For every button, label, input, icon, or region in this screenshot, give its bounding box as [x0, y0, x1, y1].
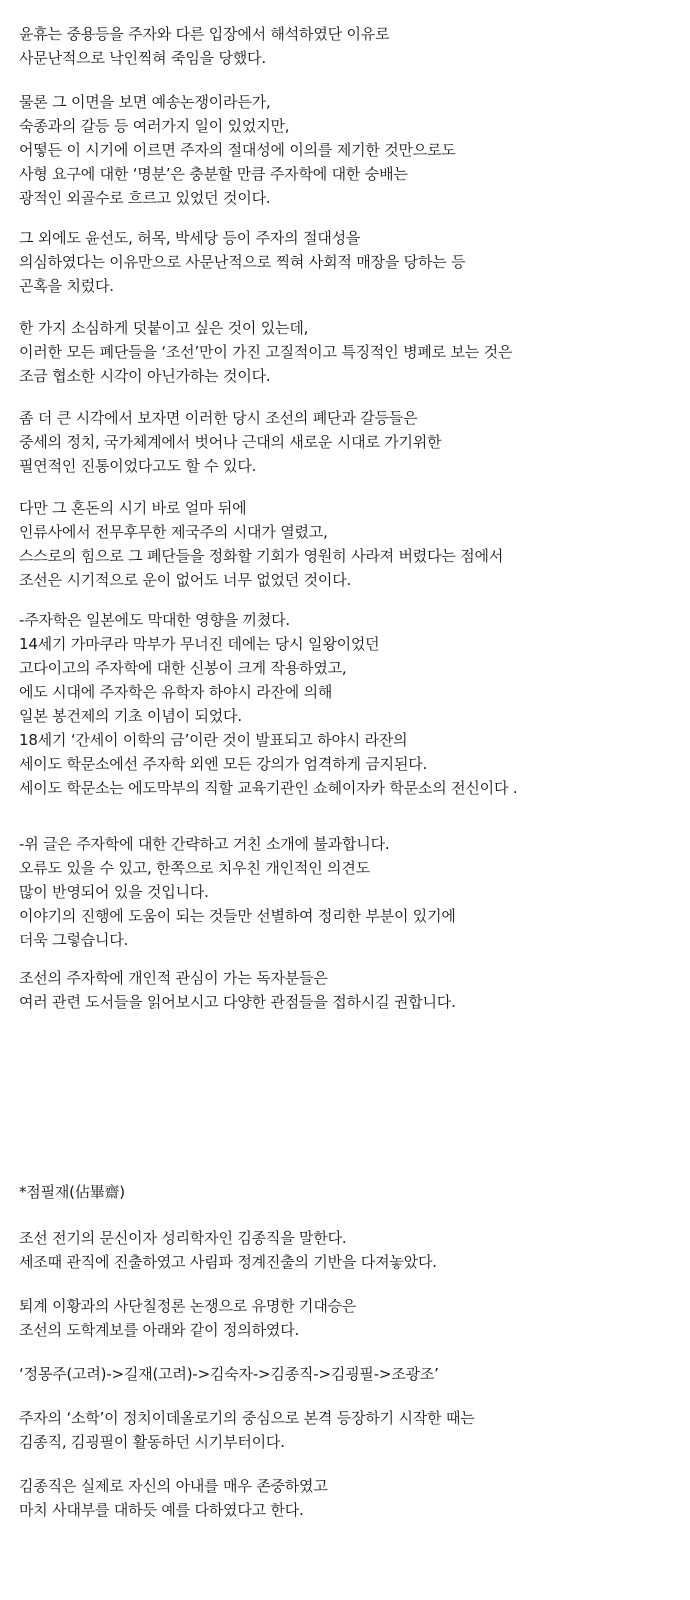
- paragraph-imperialism: [19, 496, 503, 592]
- text-line: 김종직은 실제로 자신의 아내를 매우 존중하였고: [19, 1477, 328, 1495]
- text-line: 인류사에서 전무후무한 제국주의 시대가 열렸고,: [19, 523, 328, 541]
- text-line: 이야기의 진행에 도움이 되는 것들만 선별하여 정리한 부분이 있기에: [19, 907, 456, 925]
- text-line: 세이도 학문소에선 주자학 외엔 모든 강의가 엄격하게 금지된다.: [19, 755, 428, 773]
- text-line: 사형 요구에 대한 ‘명분’은 충분할 만큼 주자학에 대한 숭배는: [19, 165, 408, 183]
- text-line: 조선은 시기적으로 운이 없어도 너무 없었던 것이다.: [19, 571, 352, 589]
- text-line: 김종직, 김굉필이 활동하던 시기부터이다.: [19, 1433, 285, 1451]
- text-line: 더욱 그렇습니다.: [19, 931, 129, 949]
- text-line: 한 가지 소심하게 덧붙이고 싶은 것이 있는데,: [19, 319, 309, 337]
- text-line: 다만 그 혼돈의 시기 바로 얼마 뒤에: [19, 499, 247, 517]
- text-line: 마치 사대부를 대하듯 예를 다하였다고 한다.: [19, 1501, 304, 1519]
- text-line: 조선 전기의 문신이자 성리학자인 김종직을 말한다.: [19, 1229, 347, 1247]
- paragraph-others: [19, 226, 465, 298]
- text-line: 세이도 학문소는 에도막부의 직할 교육기관인 쇼헤이자카 학문소의 전신이다 .: [19, 779, 518, 797]
- footnote-heading: [19, 1180, 125, 1204]
- paragraph-note: [19, 316, 512, 388]
- footnote-paragraph-definition: [19, 1226, 437, 1274]
- text-line: 고다이고의 주자학에 대한 신봉이 크게 작용하였고,: [19, 659, 347, 677]
- text-line: 퇴계 이황과의 사단칠정론 논쟁으로 유명한 기대승은: [19, 1297, 357, 1315]
- text-line: 조선의 주자학에 개인적 관심이 가는 독자분들은: [19, 969, 328, 987]
- text-line: 일본 봉건제의 기초 이념이 되었다.: [19, 707, 242, 725]
- text-line: 필연적인 진통이었다고도 할 수 있다.: [19, 457, 257, 475]
- text-line: 숙종과의 갈등 등 여러가지 일이 있었지만,: [19, 117, 290, 135]
- text-line: 사문난적으로 낙인찍혀 죽임을 당했다.: [19, 49, 266, 67]
- text-line: 주자의 ‘소학’이 정치이데올로기의 중심으로 본격 등장하기 시작한 때는: [19, 1409, 475, 1427]
- text-line: -주자학은 일본에도 막대한 영향을 끼쳤다.: [19, 611, 290, 629]
- paragraph-recommendation: [19, 966, 456, 1014]
- text-line: 곤혹을 치렀다.: [19, 277, 114, 295]
- paragraph-background: [19, 90, 456, 210]
- footnote-title: *점필재(佔畢齋): [19, 1183, 125, 1201]
- text-line: 에도 시대에 주자학은 유학자 하야시 라잔에 의해: [19, 683, 333, 701]
- footnote-paragraph-wife: [19, 1474, 328, 1522]
- text-line: 좀 더 큰 시각에서 보자면 이러한 당시 조선의 폐단과 갈등들은: [19, 409, 418, 427]
- text-line: 스스로의 힘으로 그 폐단들을 정화할 기회가 영원히 사라져 버렸다는 점에서: [19, 547, 504, 565]
- text-line: ‘정몽주(고려)->길재(고려)->김숙자->김종직->김굉필->조광조’: [19, 1365, 439, 1383]
- text-line: 조선의 도학계보를 아래와 같이 정의하였다.: [19, 1321, 300, 1339]
- paragraph-broader-view: [19, 406, 441, 478]
- text-line: 조금 협소한 시각이 아닌가하는 것이다.: [19, 367, 271, 385]
- text-line: 물론 그 이면을 보면 예송논쟁이라든가,: [19, 93, 271, 111]
- footnote-paragraph-lineage-intro: [19, 1294, 356, 1342]
- paragraph-japan: [19, 608, 517, 800]
- text-line: 중세의 정치, 국가체계에서 벗어나 근대의 새로운 시대로 가기위한: [19, 433, 442, 451]
- paragraph-yunhyu: [19, 22, 389, 70]
- text-line: 많이 반영되어 있을 것입니다.: [19, 883, 209, 901]
- footnote-paragraph-sohak: [19, 1406, 475, 1454]
- text-line: 14세기 가마쿠라 막부가 무너진 데에는 당시 일왕이었던: [19, 635, 380, 653]
- text-line: -위 글은 주자학에 대한 간략하고 거친 소개에 불과합니다.: [19, 835, 390, 853]
- text-line: 윤휴는 중용등을 주자와 다른 입장에서 해석하였단 이유로: [19, 25, 390, 43]
- text-line: 의심하였다는 이유만으로 사문난적으로 찍혀 사회적 매장을 당하는 등: [19, 253, 466, 271]
- text-line: 오류도 있을 수 있고, 한쪽으로 치우친 개인적인 의견도: [19, 859, 370, 877]
- text-line: 여러 관련 도서들을 읽어보시고 다양한 관점들을 접하시길 권합니다.: [19, 993, 456, 1011]
- paragraph-disclaimer: [19, 832, 456, 952]
- text-line: 광적인 외골수로 흐르고 있었던 것이다.: [19, 189, 271, 207]
- text-line: 세조때 관직에 진출하였고 사림파 정계진출의 기반을 다져놓았다.: [19, 1253, 437, 1271]
- text-line: 그 외에도 윤선도, 허목, 박세당 등이 주자의 절대성을: [19, 229, 361, 247]
- footnote-paragraph-lineage: [19, 1362, 439, 1386]
- text-line: 이러한 모든 폐단들을 ‘조선’만이 가진 고질적이고 특징적인 병폐로 보는 것은: [19, 343, 513, 361]
- text-line: 18세기 ‘간세이 이학의 금’이란 것이 발표되고 하야시 라잔의: [19, 731, 408, 749]
- text-line: 어떻든 이 시기에 이르면 주자의 절대성에 이의를 제기한 것만으로도: [19, 141, 456, 159]
